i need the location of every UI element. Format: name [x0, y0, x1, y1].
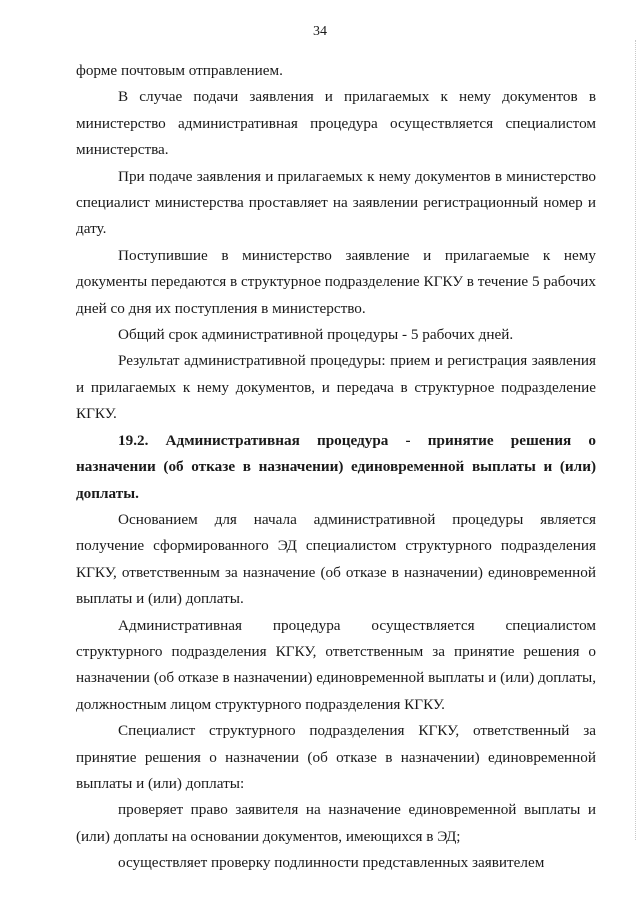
paragraph-specialist: Специалист структурного подразделения КГКУ, ответственный за принятие решения о назначении (об отказе в назначении) единовременной выплаты и (или) доплаты: [76, 722, 596, 792]
paragraph-total-term: Общий срок административной процедуры - 5 рабочих дней. [118, 326, 514, 344]
paragraph-verifies-authenticity: осуществляет проверку подлинности представленных заявителем [118, 854, 545, 872]
paragraph-ministry-filing: В случае подачи заявления и прилагаемых к нему документов в министерство административная процедура осуществляется специалистом министерства. [76, 88, 596, 159]
section-heading-19-2: 19.2. Административная процедура - принятие решения о назначении (об отказе в назначении) единовременной выплаты и (или) доплаты. [76, 431, 596, 502]
paragraph-result: Результат административной процедуры: прием и регистрация заявления и прилагаемых к нему документов, и передача в структурное подразделение КГКУ. [76, 352, 596, 423]
paragraph-basis: Основанием для начала административной процедуры является получение сформированного ЭД специалистом структурного подразделения КГКУ, ответственным за назначение (об отказе в назначении) единовременной выплаты и (или) доплаты. [76, 510, 596, 608]
paragraph-registration: При подаче заявления и прилагаемых к нему документов в министерство специалист министерства проставляет на заявлении регистрационный номер и дату. [76, 167, 596, 238]
paragraph-transfer: Поступившие в министерство заявление и прилагаемые к нему документы передаются в структурное подразделение КГКУ в течение 5 рабочих дней со дня их поступления в министерство. [76, 246, 596, 317]
scan-edge-marks [633, 40, 636, 840]
paragraph-checks-right: проверяет право заявителя на назначение единовременной выплаты и (или) доплаты на основании документов, имеющихся в ЭД; [76, 801, 596, 845]
document-body [76, 58, 596, 877]
paragraph-performer: Административная процедура осуществляется специалистом структурного подразделения КГКУ, ответственным за принятие решения о назначении (об отказе в назначении) единовременной выплаты и (или) доплаты, должностным лицом структурного подразделения КГКУ. [76, 616, 596, 713]
page-number: 34 [313, 24, 327, 39]
paragraph-continuation: формe почтовым отправлением. [76, 62, 283, 79]
